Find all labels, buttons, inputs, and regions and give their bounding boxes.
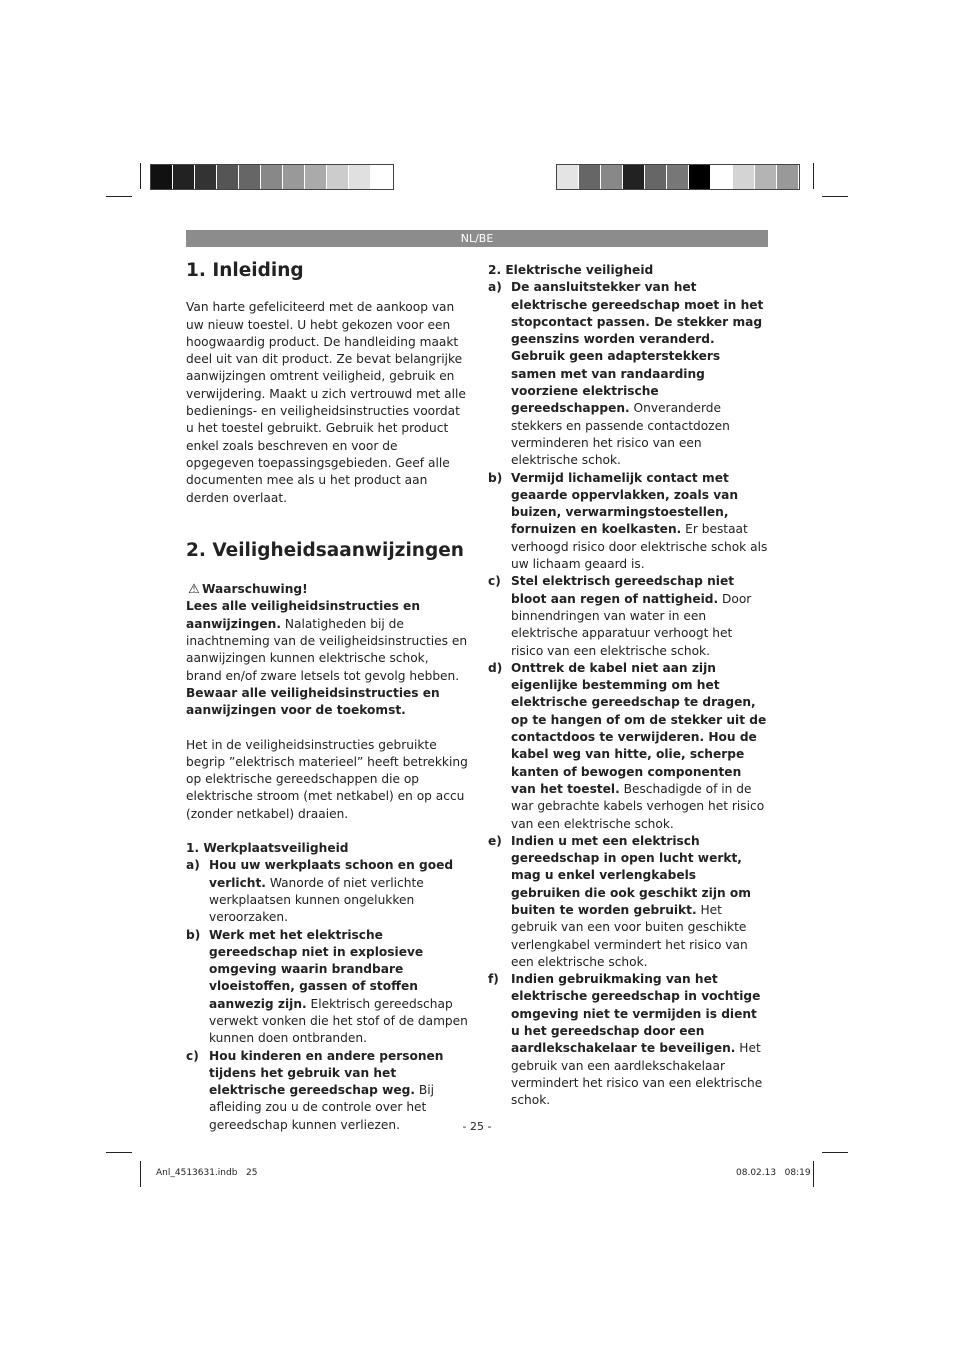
left-column xyxy=(186,262,468,1134)
list-item-body: Wanorde of niet verlichte werkplaatsen kunnen ongelukken veroorzaken. xyxy=(209,875,424,925)
list-item-label: f) xyxy=(488,972,499,987)
crop-mark xyxy=(140,163,141,189)
list-item-text xyxy=(511,833,768,971)
list-item-body: Onveranderde stekkers en passende contactdozen verminderen het risico van een elektrische schok. xyxy=(511,401,730,468)
list-item-emphasis: Hou uw werkplaats schoon en goed verlicht. xyxy=(209,858,454,890)
list-item-text xyxy=(511,971,768,1109)
list-item-emphasis: De aansluitstekker van het elektrische gereedschap moet in het stopcontact passen. De stekker mag geenszins worden veranderd. Gebruik geen adapterstekkers samen met van randaarding voorziene elektrische gereedschappen. xyxy=(511,280,764,416)
list-item-text xyxy=(511,573,768,659)
color-swatch xyxy=(195,165,217,189)
crop-mark xyxy=(822,1152,848,1153)
list-item xyxy=(488,470,768,574)
footer-timestamp: 08.02.13 08:19 xyxy=(736,1168,811,1178)
list-item-label: d) xyxy=(488,660,503,675)
warning-heading: ⚠ Waarschuwing! xyxy=(186,581,468,598)
color-swatch xyxy=(645,165,667,189)
crop-mark xyxy=(813,163,814,189)
list-item-body: Het gebruik van een voor buiten geschikte verlengkabel vermindert het risico van een elektrische schok. xyxy=(511,902,748,969)
list-item xyxy=(488,660,768,833)
subsection-title-electrical: 2. Elektrische veiligheid xyxy=(488,263,654,277)
list-item xyxy=(488,971,768,1109)
list-item-text xyxy=(511,660,768,833)
list-item-emphasis: Indien gebruikmaking van het elektrische gereedschap in vochtige omgeving niet te vermijden is dient u het gereedschap door een aardlekschakelaar te beveiligen. xyxy=(511,972,761,1056)
list-item-label: e) xyxy=(488,833,502,848)
list-item-body: Er bestaat verhoogd risico door elektrische schok als uw lichaam geaard is. xyxy=(511,522,768,572)
list-item xyxy=(488,279,768,469)
color-swatch xyxy=(261,165,283,189)
right-column xyxy=(488,262,768,1110)
color-swatch xyxy=(579,165,601,189)
color-calibration-bar-right xyxy=(556,164,800,190)
workplace-safety-list xyxy=(186,857,468,1134)
intro-paragraph: Van harte gefeliciteerd met de aankoop van uw nieuw toestel. U hebt gekozen voor een hoogwaardig product. De handleiding maakt deel uit van dit product. Ze bevat belangrijke aanwijzingen omtrent veiligheid, gebruik en verwijdering. Maakt u zich vertrouwd met alle bedienings- en veiligheidsinstructies voordat u het toestel gebruikt. Gebruik het product enkel zoals beschreven en voor de opgegeven toepassingsgebieden. Geef alle documenten mee als u het product aan derden overlaat. xyxy=(186,300,466,505)
list-item-body: Beschadigde of in de war gebrachte kabels verhogen het risico van een elektrische schok. xyxy=(511,781,765,831)
section-title-safety: 2. Veiligheidsaanwijzingen xyxy=(186,539,464,561)
list-item xyxy=(186,927,468,1048)
list-item xyxy=(186,857,468,926)
color-swatch xyxy=(601,165,623,189)
list-item-text xyxy=(511,279,768,469)
color-swatch xyxy=(327,165,349,189)
list-item-text xyxy=(209,927,468,1048)
color-swatch xyxy=(371,165,393,189)
list-item-label: c) xyxy=(488,574,501,589)
list-item-label: a) xyxy=(488,280,502,295)
list-item-label: a) xyxy=(186,858,200,873)
page-number: - 25 - xyxy=(462,1120,492,1133)
list-item-label: c) xyxy=(186,1048,199,1063)
list-item-body: Bij afleiding zou u de controle over het gereedschap kunnen verliezen. xyxy=(209,1083,434,1132)
list-item xyxy=(488,833,768,971)
footer-filename: Anl_4513631.indb 25 xyxy=(156,1168,258,1178)
list-item-body: Het gebruik van een aardlekschakelaar vermindert het risico van een elektrische schok. xyxy=(511,1041,763,1108)
list-item-emphasis: Indien u met een elektrisch gereedschap in open lucht werkt, mag u enkel verlengkabels gebruiken die ook geschikt zijn om buiten te worden gebruikt. xyxy=(511,833,751,917)
section-title-intro: 1. Inleiding xyxy=(186,260,304,281)
electrical-safety-list xyxy=(488,279,768,1109)
color-swatch xyxy=(283,165,305,189)
list-item-label: b) xyxy=(186,927,201,942)
list-item-emphasis: Vermijd lichamelijk contact met geaarde oppervlakken, zoals van buizen, verwarmingstoestellen, fornuizen en koelkasten. xyxy=(511,470,739,537)
subsection-title-workplace: 1. Werkplaatsveiligheid xyxy=(186,841,349,856)
list-item xyxy=(488,573,768,659)
list-item-label: b) xyxy=(488,470,503,485)
crop-mark xyxy=(106,196,132,197)
language-header: NL/BE xyxy=(186,230,768,247)
crop-mark xyxy=(822,196,848,197)
color-swatch xyxy=(173,165,195,189)
color-calibration-bar-left xyxy=(150,164,394,190)
color-swatch xyxy=(623,165,645,189)
color-swatch xyxy=(557,165,579,189)
term-paragraph: Het in de veiligheidsinstructies gebruikte begrip ”elektrisch materieel” heeft betrekking op elektrische gereedschappen die op elektrische stroom (met netkabel) en op accu (zonder netkabel) draaien. xyxy=(186,737,468,821)
color-swatch xyxy=(755,165,777,189)
color-swatch xyxy=(305,165,327,189)
list-item-emphasis: Hou kinderen en andere personen tijdens het gebruik van het elektrische gereedschap weg. xyxy=(209,1048,444,1098)
color-swatch xyxy=(689,165,711,189)
color-swatch xyxy=(239,165,261,189)
color-swatch xyxy=(777,165,799,189)
list-item-text xyxy=(209,857,468,926)
color-swatch xyxy=(217,165,239,189)
color-swatch xyxy=(733,165,755,189)
color-swatch xyxy=(349,165,371,189)
crop-mark xyxy=(813,1161,814,1187)
list-item-emphasis: Werk met het elektrische gereedschap niet in explosieve omgeving waarin brandbare vloeistoffen, gassen of stoffen aanwezig zijn. xyxy=(209,927,424,1011)
color-swatch xyxy=(151,165,173,189)
list-item-emphasis: Stel elektrisch gereedschap niet bloot aan regen of nattigheid. xyxy=(511,574,735,606)
crop-mark xyxy=(140,1161,141,1187)
color-swatch xyxy=(711,165,733,189)
warning-triangle-icon: ⚠ xyxy=(188,582,200,598)
warning-paragraph: Lees alle veiligheidsinstructies en aanwijzingen. Nalatigheden bij de inachtneming van de veiligheidsinstructies en aanwijzingen kunnen elektrische schok, brand en/of zware letsels tot gevolg hebben. Bewaar alle veiligheidsinstructies en aanwijzingen voor de toekomst. xyxy=(186,599,468,718)
list-item-emphasis: Onttrek de kabel niet aan zijn eigenlijke bestemming om het elektrische gereedschap te dragen, op te hangen of om de stekker uit de contactdoos te verwijderen. Hou de kabel weg van hitte, olie, scherpe kanten of bewogen componenten van het toestel. xyxy=(511,660,767,796)
list-item-body: Elektrisch gereedschap verwekt vonken die het stof of de dampen kunnen doen ontbranden. xyxy=(209,996,468,1046)
color-swatch xyxy=(667,165,689,189)
crop-mark xyxy=(106,1152,132,1153)
list-item-body: Door binnendringen van water in een elektrische apparatuur verhoogt het risico van een elektrische schok. xyxy=(511,591,752,658)
list-item-text xyxy=(511,470,768,574)
